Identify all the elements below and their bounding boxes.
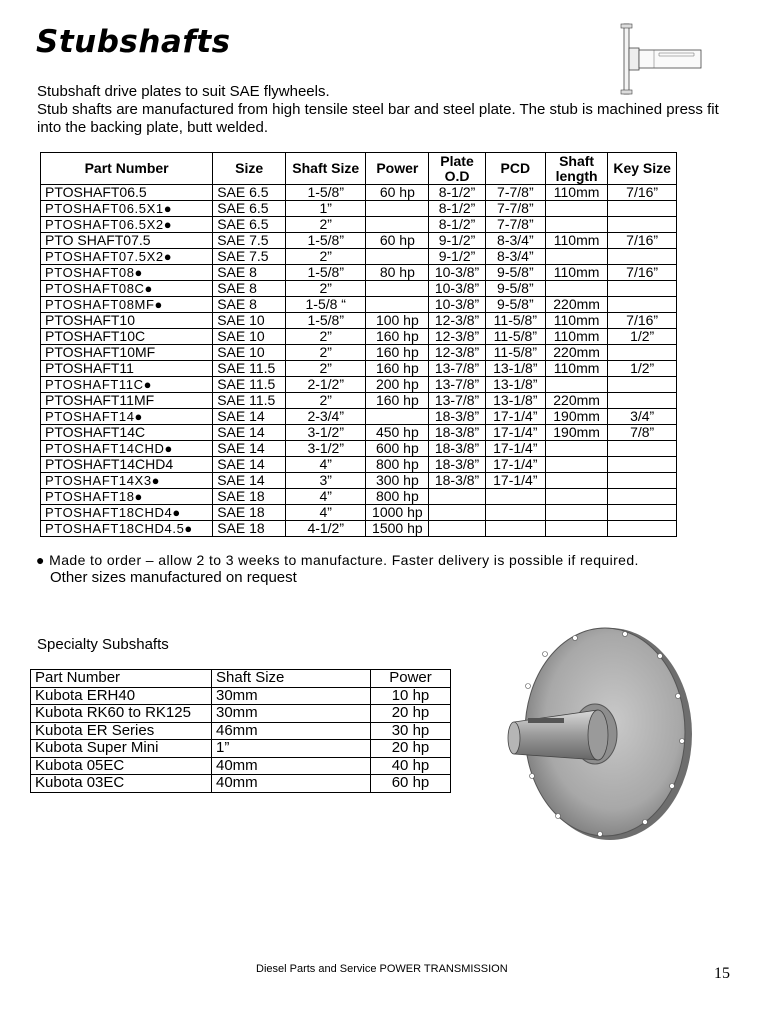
- intro-text: [37, 83, 747, 137]
- table-row: [41, 281, 677, 297]
- cell-shaft-size: 3”: [286, 473, 366, 489]
- specialty-cell-shaft-size: 40mm: [212, 775, 371, 793]
- cell-plate-od: 9-1/2”: [429, 233, 485, 249]
- cell-pcd: 9-5/8”: [485, 281, 545, 297]
- cell-pcd: [485, 489, 545, 505]
- cell-power: 160 hp: [366, 329, 429, 345]
- cell-shaft-length: 110mm: [545, 329, 607, 345]
- cell-power: 600 hp: [366, 441, 429, 457]
- cell-power: [366, 217, 429, 233]
- specialty-cell-shaft-size: 30mm: [212, 705, 371, 723]
- specialty-header-row: [31, 670, 451, 688]
- cell-shaft-size: 1-5/8”: [286, 185, 366, 201]
- cell-pcd: 9-5/8”: [485, 297, 545, 313]
- cell-shaft-length: [545, 377, 607, 393]
- cell-key-size: [608, 521, 677, 537]
- page-footer: Diesel Parts and Service POWER TRANSMISSION: [256, 963, 508, 975]
- cell-shaft-size: 1-5/8”: [286, 233, 366, 249]
- cell-key-size: [608, 393, 677, 409]
- table-row: [41, 393, 677, 409]
- cell-key-size: 1/2”: [608, 361, 677, 377]
- table-row: [41, 265, 677, 281]
- cell-part-number: PTOSHAFT11C●: [41, 377, 213, 393]
- cell-shaft-size: 2”: [286, 345, 366, 361]
- cell-plate-od: 8-1/2”: [429, 201, 485, 217]
- cell-shaft-size: 2”: [286, 393, 366, 409]
- cell-power: 800 hp: [366, 457, 429, 473]
- specialty-row: [31, 740, 451, 758]
- cell-shaft-size: 4”: [286, 457, 366, 473]
- cell-part-number: PTOSHAFT11MF: [41, 393, 213, 409]
- cell-plate-od: 18-3/8”: [429, 473, 485, 489]
- cell-pcd: 8-3/4”: [485, 249, 545, 265]
- cell-pcd: 8-3/4”: [485, 233, 545, 249]
- cell-plate-od: 10-3/8”: [429, 281, 485, 297]
- cell-size: SAE 8: [213, 281, 286, 297]
- cell-power: 800 hp: [366, 489, 429, 505]
- made-to-order-text: ● Made to order – allow 2 to 3 weeks to manufacture. Faster delivery is possible if required.: [36, 552, 639, 568]
- table-row: [41, 505, 677, 521]
- cell-pcd: 7-7/8”: [485, 217, 545, 233]
- intro-line-1: Stubshaft drive plates to suit SAE flywheels.: [37, 83, 330, 100]
- cell-part-number: PTOSHAFT14CHD●: [41, 441, 213, 457]
- cell-plate-od: 8-1/2”: [429, 217, 485, 233]
- header-shaft-length: [545, 153, 607, 185]
- cell-shaft-length: 190mm: [545, 409, 607, 425]
- specialty-cell-power: 60 hp: [371, 775, 451, 793]
- cell-key-size: 7/16”: [608, 313, 677, 329]
- cell-key-size: [608, 297, 677, 313]
- cell-power: 300 hp: [366, 473, 429, 489]
- cell-plate-od: 18-3/8”: [429, 409, 485, 425]
- cell-power: [366, 297, 429, 313]
- cell-power: 100 hp: [366, 313, 429, 329]
- table-row: [41, 489, 677, 505]
- cell-plate-od: 10-3/8”: [429, 265, 485, 281]
- cell-power: 200 hp: [366, 377, 429, 393]
- cell-power: 60 hp: [366, 185, 429, 201]
- cell-shaft-length: [545, 457, 607, 473]
- page-number: 15: [714, 965, 730, 982]
- specialty-cell-power: 20 hp: [371, 705, 451, 723]
- cell-key-size: [608, 457, 677, 473]
- cell-plate-od: 8-1/2”: [429, 185, 485, 201]
- table-row: [41, 217, 677, 233]
- cell-power: 60 hp: [366, 233, 429, 249]
- cell-part-number: PTO SHAFT07.5: [41, 233, 213, 249]
- cell-shaft-length: 220mm: [545, 345, 607, 361]
- cell-power: 160 hp: [366, 393, 429, 409]
- specialty-row: [31, 705, 451, 723]
- specialty-cell-power: 20 hp: [371, 740, 451, 758]
- header-shaft-size: Shaft Size: [286, 153, 366, 185]
- cell-shaft-size: 4”: [286, 505, 366, 521]
- table-row: [41, 521, 677, 537]
- cell-part-number: PTOSHAFT08●: [41, 265, 213, 281]
- cell-power: [366, 249, 429, 265]
- cell-plate-od: 12-3/8”: [429, 345, 485, 361]
- cell-plate-od: 12-3/8”: [429, 329, 485, 345]
- cell-plate-od: 12-3/8”: [429, 313, 485, 329]
- cell-key-size: [608, 377, 677, 393]
- cell-power: [366, 281, 429, 297]
- page-title: Stubshafts: [36, 24, 231, 60]
- stubshaft-drive-plate-render: [500, 626, 700, 842]
- header-key-size: Key Size: [608, 153, 677, 185]
- cell-key-size: [608, 249, 677, 265]
- cell-part-number: PTOSHAFT10: [41, 313, 213, 329]
- specialty-cell-part-number: Kubota Super Mini: [31, 740, 212, 758]
- cell-size: SAE 18: [213, 489, 286, 505]
- cell-pcd: 17-1/4”: [485, 457, 545, 473]
- header-power: Power: [366, 153, 429, 185]
- cell-shaft-length: 110mm: [545, 265, 607, 281]
- cell-size: SAE 10: [213, 313, 286, 329]
- table-row: [41, 313, 677, 329]
- cell-plate-od: 18-3/8”: [429, 441, 485, 457]
- cell-key-size: [608, 217, 677, 233]
- cell-key-size: [608, 281, 677, 297]
- cell-size: SAE 14: [213, 409, 286, 425]
- cell-key-size: 3/4”: [608, 409, 677, 425]
- cell-size: SAE 10: [213, 345, 286, 361]
- table-row: [41, 473, 677, 489]
- cell-plate-od: 18-3/8”: [429, 457, 485, 473]
- cell-pcd: 13-1/8”: [485, 377, 545, 393]
- cell-size: SAE 11.5: [213, 377, 286, 393]
- cell-plate-od: [429, 521, 485, 537]
- cell-shaft-size: 1-5/8 “: [286, 297, 366, 313]
- cell-shaft-size: 2-3/4”: [286, 409, 366, 425]
- cell-shaft-size: 4”: [286, 489, 366, 505]
- specialty-cell-part-number: Kubota ER Series: [31, 722, 212, 740]
- table-row: [41, 233, 677, 249]
- cell-pcd: 17-1/4”: [485, 473, 545, 489]
- specialty-cell-power: 10 hp: [371, 687, 451, 705]
- cell-shaft-length: 220mm: [545, 393, 607, 409]
- cell-shaft-size: 1-5/8”: [286, 265, 366, 281]
- cell-size: SAE 6.5: [213, 185, 286, 201]
- cell-part-number: PTOSHAFT06.5X2●: [41, 217, 213, 233]
- cell-key-size: [608, 345, 677, 361]
- cell-pcd: 17-1/4”: [485, 409, 545, 425]
- header-plate-od-text: Plate O.D: [440, 152, 474, 184]
- cell-shaft-size: 2”: [286, 281, 366, 297]
- cell-size: SAE 11.5: [213, 393, 286, 409]
- cell-pcd: 11-5/8”: [485, 329, 545, 345]
- cell-shaft-length: [545, 249, 607, 265]
- specialty-row: [31, 757, 451, 775]
- cell-shaft-length: 110mm: [545, 361, 607, 377]
- cell-shaft-size: 3-1/2”: [286, 441, 366, 457]
- cell-shaft-length: [545, 505, 607, 521]
- cell-pcd: 9-5/8”: [485, 265, 545, 281]
- table-row: [41, 201, 677, 217]
- cell-power: 1500 hp: [366, 521, 429, 537]
- cell-plate-od: 18-3/8”: [429, 425, 485, 441]
- cell-shaft-length: 110mm: [545, 185, 607, 201]
- cell-size: SAE 10: [213, 329, 286, 345]
- specialty-cell-part-number: Kubota 03EC: [31, 775, 212, 793]
- table-row: [41, 249, 677, 265]
- cell-pcd: 11-5/8”: [485, 313, 545, 329]
- cell-part-number: PTOSHAFT08C●: [41, 281, 213, 297]
- cell-shaft-length: [545, 281, 607, 297]
- specialty-cell-shaft-size: 40mm: [212, 757, 371, 775]
- intro-line-2: Stub shafts are manufactured from high tensile steel bar and steel plate. The stub is machined press fit into the backing plate, butt welded.: [37, 101, 719, 136]
- cell-part-number: PTOSHAFT10C: [41, 329, 213, 345]
- cell-plate-od: [429, 505, 485, 521]
- cell-size: SAE 14: [213, 425, 286, 441]
- cell-power: 160 hp: [366, 361, 429, 377]
- cell-shaft-length: [545, 473, 607, 489]
- cell-shaft-length: [545, 489, 607, 505]
- cell-key-size: [608, 441, 677, 457]
- cell-plate-od: [429, 489, 485, 505]
- cell-size: SAE 18: [213, 505, 286, 521]
- cell-shaft-size: 2-1/2”: [286, 377, 366, 393]
- specialty-cell-shaft-size: 30mm: [212, 687, 371, 705]
- cell-size: SAE 18: [213, 521, 286, 537]
- cell-pcd: 7-7/8”: [485, 185, 545, 201]
- cell-part-number: PTOSHAFT14●: [41, 409, 213, 425]
- specialty-cell-part-number: Kubota RK60 to RK125: [31, 705, 212, 723]
- specialty-table: [30, 669, 451, 793]
- table-row: [41, 297, 677, 313]
- cell-part-number: PTOSHAFT08MF●: [41, 297, 213, 313]
- table-row: [41, 457, 677, 473]
- cell-plate-od: 13-7/8”: [429, 393, 485, 409]
- cell-size: SAE 14: [213, 441, 286, 457]
- cell-key-size: [608, 201, 677, 217]
- cell-shaft-size: 1-5/8”: [286, 313, 366, 329]
- cell-pcd: [485, 505, 545, 521]
- cell-key-size: 7/8”: [608, 425, 677, 441]
- specialty-cell-shaft-size: 46mm: [212, 722, 371, 740]
- cell-key-size: 7/16”: [608, 185, 677, 201]
- other-sizes-text: Other sizes manufactured on request: [50, 569, 297, 586]
- cell-shaft-size: 2”: [286, 249, 366, 265]
- specialty-cell-power: 40 hp: [371, 757, 451, 775]
- cell-part-number: PTOSHAFT06.5: [41, 185, 213, 201]
- cell-power: 450 hp: [366, 425, 429, 441]
- header-size: Size: [213, 153, 286, 185]
- cell-power: 1000 hp: [366, 505, 429, 521]
- specialty-row: [31, 775, 451, 793]
- cell-size: SAE 7.5: [213, 233, 286, 249]
- cell-shaft-size: 2”: [286, 217, 366, 233]
- cell-plate-od: 13-7/8”: [429, 361, 485, 377]
- stubshaft-table: [40, 152, 677, 537]
- specialty-header-shaft-size: Shaft Size: [212, 670, 371, 688]
- cell-part-number: PTOSHAFT18CHD4.5●: [41, 521, 213, 537]
- cell-shaft-size: 1”: [286, 201, 366, 217]
- cell-part-number: PTOSHAFT10MF: [41, 345, 213, 361]
- cell-size: SAE 8: [213, 265, 286, 281]
- cell-key-size: 1/2”: [608, 329, 677, 345]
- cell-power: 80 hp: [366, 265, 429, 281]
- specialty-header-part-number: Part Number: [31, 670, 212, 688]
- cell-power: [366, 201, 429, 217]
- specialty-cell-power: 30 hp: [371, 722, 451, 740]
- cell-shaft-length: [545, 441, 607, 457]
- cell-pcd: [485, 521, 545, 537]
- table-row: [41, 425, 677, 441]
- cell-plate-od: 10-3/8”: [429, 297, 485, 313]
- specialty-row: [31, 722, 451, 740]
- table-row: [41, 329, 677, 345]
- cell-shaft-size: 4-1/2”: [286, 521, 366, 537]
- cell-pcd: 17-1/4”: [485, 425, 545, 441]
- header-plate-od: [429, 153, 485, 185]
- cell-part-number: PTOSHAFT06.5X1●: [41, 201, 213, 217]
- specialty-cell-part-number: Kubota ERH40: [31, 687, 212, 705]
- cell-plate-od: 13-7/8”: [429, 377, 485, 393]
- cell-pcd: 7-7/8”: [485, 201, 545, 217]
- table-row: [41, 345, 677, 361]
- cell-shaft-length: 110mm: [545, 313, 607, 329]
- cell-pcd: 13-1/8”: [485, 361, 545, 377]
- table-row: [41, 361, 677, 377]
- cell-power: 160 hp: [366, 345, 429, 361]
- cell-key-size: [608, 489, 677, 505]
- cell-key-size: 7/16”: [608, 265, 677, 281]
- cell-shaft-length: 110mm: [545, 233, 607, 249]
- cell-shaft-length: [545, 521, 607, 537]
- cell-power: [366, 409, 429, 425]
- cell-pcd: 17-1/4”: [485, 441, 545, 457]
- cell-key-size: [608, 473, 677, 489]
- made-to-order-note: [36, 551, 639, 587]
- cell-pcd: 11-5/8”: [485, 345, 545, 361]
- header-pcd: PCD: [485, 153, 545, 185]
- cell-shaft-length: [545, 201, 607, 217]
- cell-size: SAE 14: [213, 473, 286, 489]
- cell-key-size: [608, 505, 677, 521]
- cell-part-number: PTOSHAFT14X3●: [41, 473, 213, 489]
- specialty-row: [31, 687, 451, 705]
- cell-key-size: 7/16”: [608, 233, 677, 249]
- header-part-number: Part Number: [41, 153, 213, 185]
- table-row: [41, 377, 677, 393]
- cell-part-number: PTOSHAFT14CHD4: [41, 457, 213, 473]
- cell-shaft-length: 190mm: [545, 425, 607, 441]
- cell-part-number: PTOSHAFT14C: [41, 425, 213, 441]
- table-header-row: [41, 153, 677, 185]
- specialty-cell-shaft-size: 1”: [212, 740, 371, 758]
- cell-size: SAE 8: [213, 297, 286, 313]
- cell-shaft-length: 220mm: [545, 297, 607, 313]
- cell-size: SAE 11.5: [213, 361, 286, 377]
- cell-shaft-length: [545, 217, 607, 233]
- specialty-header-power: Power: [371, 670, 451, 688]
- cell-pcd: 13-1/8”: [485, 393, 545, 409]
- cell-size: SAE 6.5: [213, 217, 286, 233]
- table-row: [41, 409, 677, 425]
- cell-size: SAE 6.5: [213, 201, 286, 217]
- cell-size: SAE 14: [213, 457, 286, 473]
- stubshaft-table-body: [41, 185, 677, 537]
- cell-part-number: PTOSHAFT07.5X2●: [41, 249, 213, 265]
- cell-shaft-size: 2”: [286, 361, 366, 377]
- table-row: [41, 441, 677, 457]
- cell-part-number: PTOSHAFT18●: [41, 489, 213, 505]
- cell-part-number: PTOSHAFT18CHD4●: [41, 505, 213, 521]
- cell-part-number: PTOSHAFT11: [41, 361, 213, 377]
- cell-shaft-size: 2”: [286, 329, 366, 345]
- cell-plate-od: 9-1/2”: [429, 249, 485, 265]
- cell-size: SAE 7.5: [213, 249, 286, 265]
- header-shaft-length-text: Shaft length: [555, 152, 598, 184]
- specialty-table-body: [31, 670, 451, 793]
- cell-shaft-size: 3-1/2”: [286, 425, 366, 441]
- specialty-cell-part-number: Kubota 05EC: [31, 757, 212, 775]
- specialty-title: Specialty Subshafts: [37, 636, 169, 653]
- table-row: [41, 185, 677, 201]
